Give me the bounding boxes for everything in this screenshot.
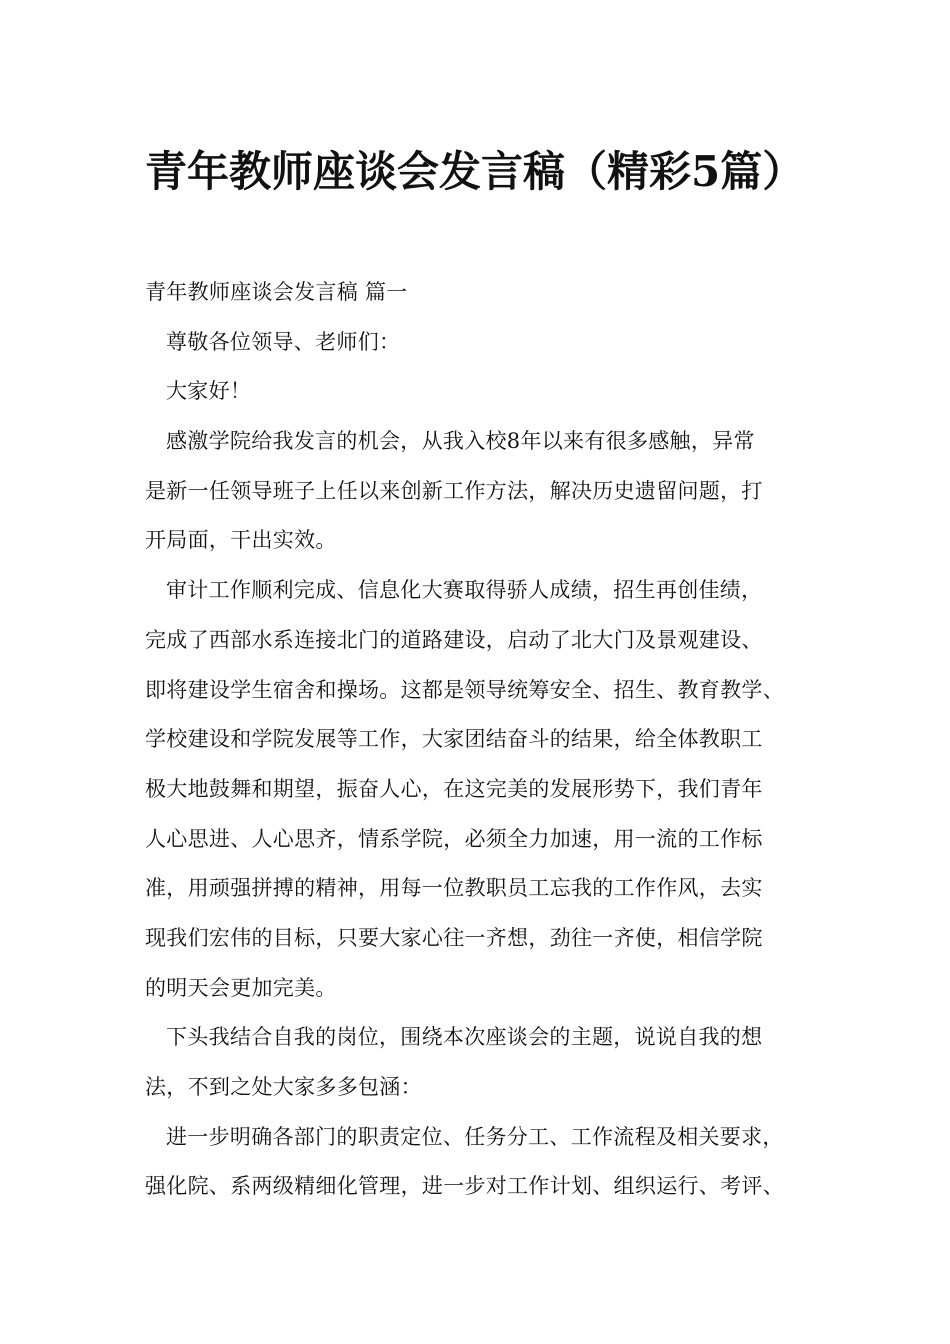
body-text-line: 感激学院给我发言的机会，从我入校8年以来有很多感触，异常 xyxy=(166,429,755,454)
body-text-line: 的明天会更加完美。 xyxy=(145,975,337,1000)
body-text-line: 审计工作顺利完成、信息化大赛取得骄人成绩，招生再创佳绩， xyxy=(166,578,763,603)
body-text-line: 人心思进、人心思齐，情系学院，必须全力加速，用一流的工作标 xyxy=(145,826,763,851)
body-text-line: 即将建设学生宿舍和操场。这都是领导统筹安全、招生、教育教学、 xyxy=(145,677,784,702)
body-text-line: 现我们宏伟的目标，只要大家心往一齐想，劲往一齐使，相信学院 xyxy=(145,925,763,950)
body-text-line: 尊敬各位领导、老师们： xyxy=(166,329,401,354)
body-text-line: 进一步明确各部门的职责定位、任务分工、工作流程及相关要求， xyxy=(166,1124,784,1149)
body-text-line: 强化院、系两级精细化管理，进一步对工作计划、组织运行、考评、 xyxy=(145,1174,784,1199)
body-text-line: 大家好！ xyxy=(166,379,252,404)
body-text-line: 法，不到之处大家多多包涵： xyxy=(145,1075,422,1099)
body-text-line: 准，用顽强拼搏的精神，用每一位教职员工忘我的工作作风，去实 xyxy=(145,876,763,901)
body-text-line: 完成了西部水系连接北门的道路建设，启动了北大门及景观建设、 xyxy=(145,627,763,652)
body-text-line: 下头我结合自我的岗位，围绕本次座谈会的主题，说说自我的想 xyxy=(166,1025,763,1050)
document-title: 青年教师座谈会发言稿（精彩5篇） xyxy=(145,147,805,196)
body-text-line: 极大地鼓舞和期望，振奋人心，在这完美的发展形势下，我们青年 xyxy=(145,776,763,801)
body-text-line: 开局面，干出实效。 xyxy=(145,528,337,553)
document-body xyxy=(145,268,835,1212)
body-text-line: 是新一任领导班子上任以来创新工作方法，解决历史遗留问题，打 xyxy=(145,478,763,503)
section-heading: 青年教师座谈会发言稿 篇一 xyxy=(145,280,408,304)
body-text-line: 学校建设和学院发展等工作，大家团结奋斗的结果，给全体教职工 xyxy=(145,727,763,752)
